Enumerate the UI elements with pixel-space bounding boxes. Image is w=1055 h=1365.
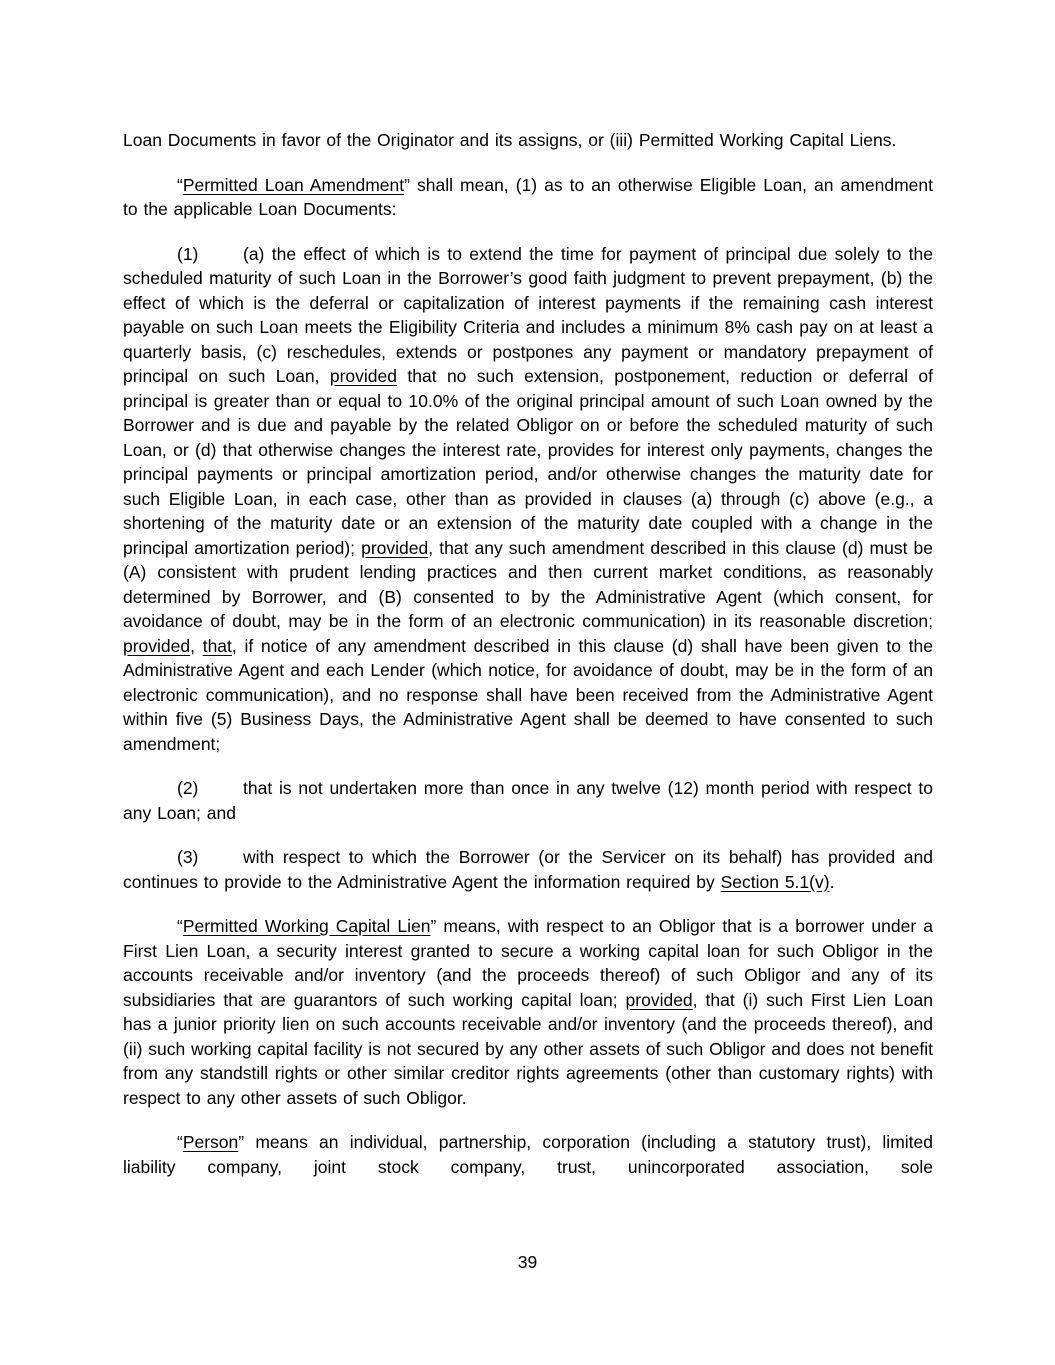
page-number: 39	[517, 1252, 538, 1272]
clause-number: (3)	[177, 847, 199, 867]
text-run: “	[177, 1132, 183, 1152]
text-run: ” shall mean, (1) as to an otherwise Eligible Loan, an amendment to the applicable Loan Documents:	[123, 174, 933, 219]
text-run: ” means, with respect to an Obligor that is a borrower under a First Lien Loan, a security interest granted to secure a working capital loan for such Obligor in the accounts receivable and/or inventory (and the proceeds thereof) of such Obligor and any of its subsidiaries that are guarantors of such working capital loan;	[123, 916, 933, 1010]
clause-number: (1)	[177, 243, 199, 264]
clause-number: (2)	[177, 778, 199, 798]
underlined-term: Permitted Loan Amendment	[182, 174, 405, 195]
underlined-term: provided	[329, 366, 398, 386]
paragraph-continuation-permitted-liens	[123, 128, 933, 153]
text-run: .	[829, 871, 835, 892]
text-run: “	[177, 174, 183, 195]
paragraph-clause-3	[123, 845, 933, 894]
text-run: , that (i) such First Lien Loan has a junior priority lien on such accounts receivable and/or inventory (and the proceeds thereof), and (ii) such working capital facility is not secured by any other assets of such Obligor and does not benefit from any standstill rights or other similar creditor rights agreements (other than customary rights) with respect to any other assets of such Obligor.	[123, 989, 933, 1108]
underlined-term: Section 5.1(v)	[720, 871, 830, 892]
paragraph-definition-permitted-working-capital-lien	[123, 914, 933, 1110]
paragraph-clause-1	[123, 242, 933, 757]
text-run: that is not undertaken more than once in any twelve (12) month period with respect to any Loan; and	[123, 778, 933, 823]
document-body	[123, 128, 933, 1179]
text-run: (a) the effect of which is to extend the time for payment of principal due solely to the scheduled maturity of such Loan in the Borrower’s good faith judgment to prevent prepayment, (b) the effect of which is the deferral or capitalization of interest payments if the remaining cash interest payable on such Loan meets the Eligibility Criteria and includes a minimum 8% cash pay on at least a quarterly basis, (c) reschedules, extends or postpones any payment or mandatory prepayment of principal on such Loan,	[123, 243, 933, 386]
underlined-term: provided	[625, 989, 693, 1010]
text-run: with respect to which the Borrower (or the Servicer on its behalf) has provided and continues to provide to the Administrative Agent the information required by	[123, 847, 933, 892]
underlined-term: that	[202, 635, 232, 656]
text-run: Loan Documents in favor of the Originator and its assigns, or (iii) Permitted Working Capital Liens.	[123, 130, 897, 150]
text-run: “	[177, 916, 183, 936]
text-run: ,	[190, 635, 203, 656]
text-run: , if notice of any amendment described in this clause (d) shall have been given to the Administrative Agent and each Lender (which notice, for avoidance of doubt, may be in the form of an electronic communication), and no response shall have been received from the Administrative Agent within five (5) Business Days, the Administrative Agent shall be deemed to have consented to such amendment;	[123, 635, 933, 754]
underlined-term: provided	[361, 537, 429, 558]
text-run: that no such extension, postponement, reduction or deferral of principal is greater than or equal to 10.0% of the original principal amount of such Loan owned by the Borrower and is due and payable by the related Obligor on or before the scheduled maturity of such Loan, or (d) that otherwise changes the interest rate, provides for interest only payments, changes the principal payments or principal amortization period, and/or otherwise changes the maturity date for such Eligible Loan, in each case, other than as provided in clauses (a) through (c) above (e.g., a shortening of the maturity date or an extension of the maturity date coupled with a change in the principal amortization period);	[123, 366, 933, 558]
underlined-term: Person	[182, 1132, 239, 1152]
underlined-term: Permitted Working Capital Lien	[182, 916, 431, 936]
text-run: , that any such amendment described in this clause (d) must be (A) consistent with prudent lending practices and then current market conditions, as reasonably determined by Borrower, and (B) consented to by the Administrative Agent (which consent, for avoidance of doubt, may be in the form of an electronic communication) in its reasonable discretion;	[123, 537, 933, 631]
paragraph-definition-person	[123, 1130, 933, 1179]
paragraph-definition-permitted-loan-amendment	[123, 173, 933, 222]
paragraph-clause-2	[123, 776, 933, 825]
underlined-term: provided	[123, 635, 191, 656]
text-run: ” means an individual, partnership, corporation (including a statutory trust), limited liability company, joint stock company, trust, unincorporated association, sole	[123, 1132, 933, 1177]
